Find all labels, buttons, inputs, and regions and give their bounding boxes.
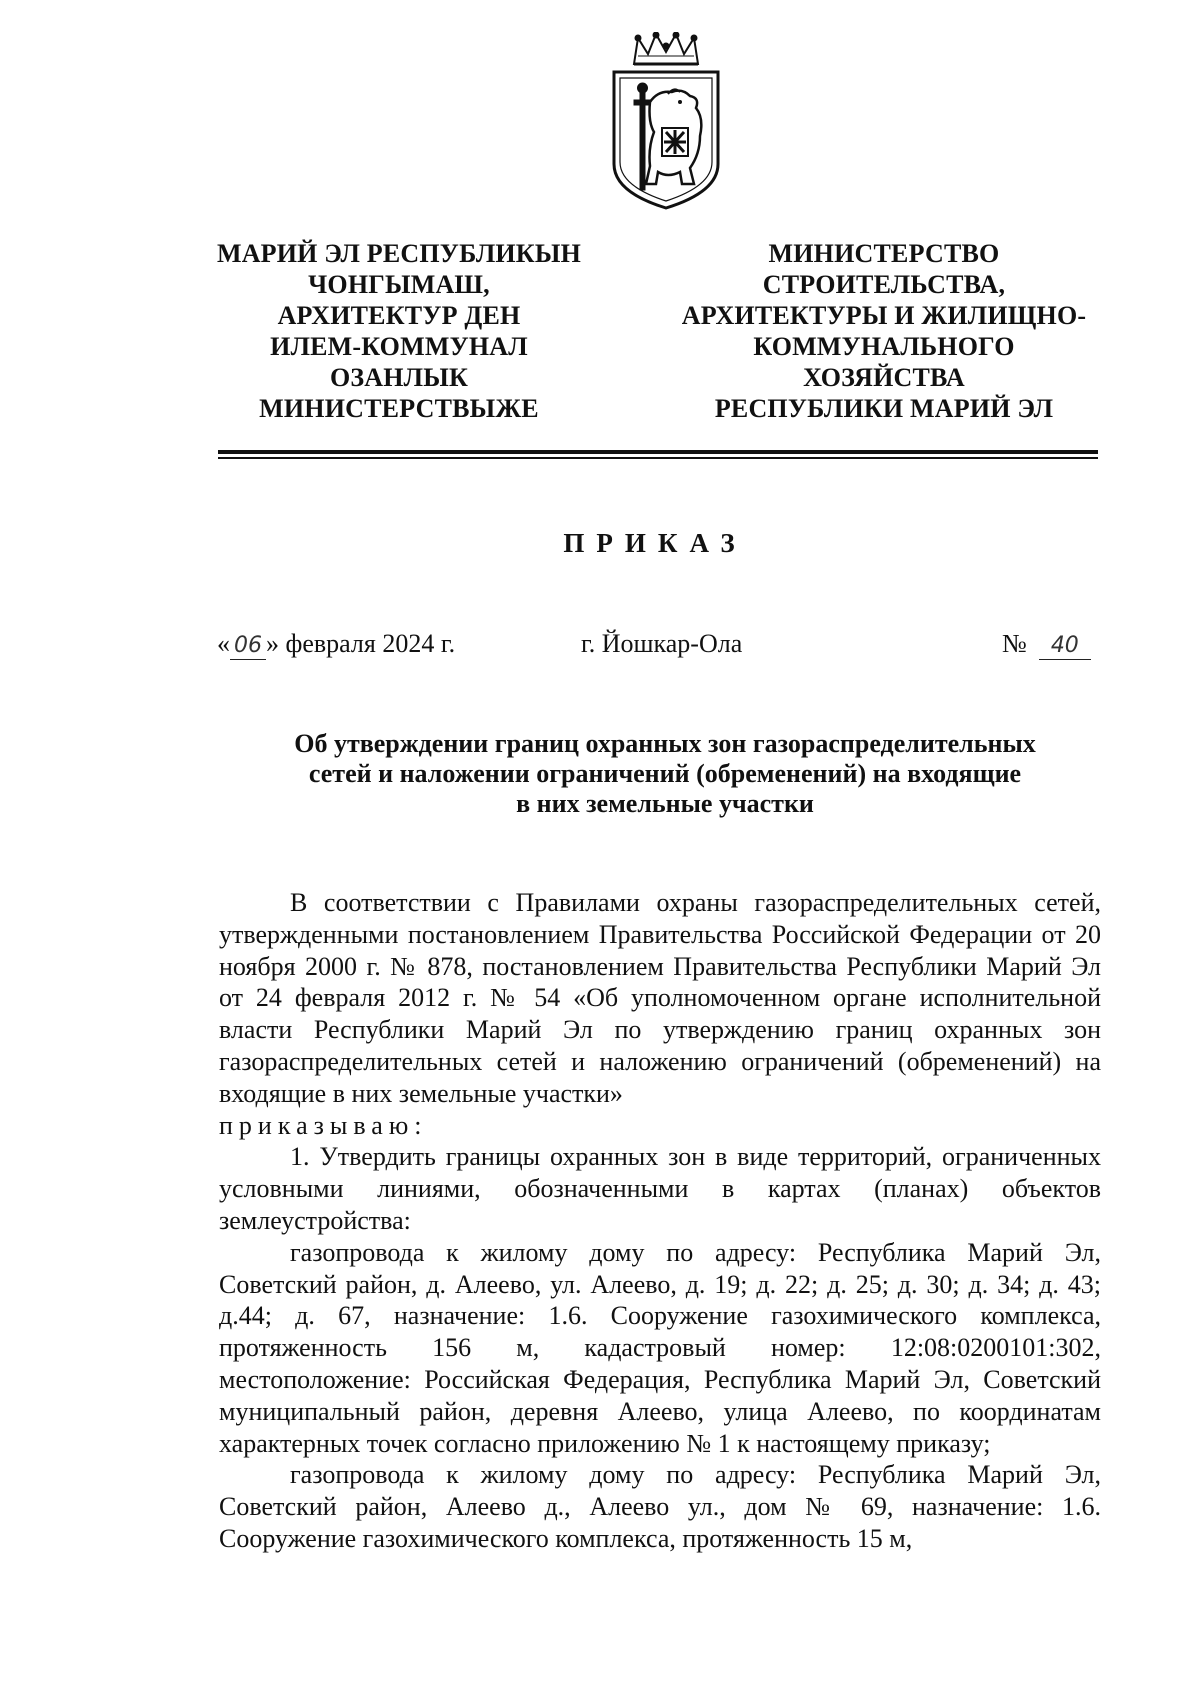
order-date xyxy=(217,628,455,660)
number-value-handwritten: 40 xyxy=(1039,633,1091,660)
header-left-line: ИЛЕМ-КОММУНАЛ xyxy=(270,332,528,361)
header-left-line: МИНИСТЕРСТВЫЖЕ xyxy=(259,394,539,423)
header-right-line: КОММУНАЛЬНОГО xyxy=(753,332,1015,361)
header-divider-thick xyxy=(218,450,1098,454)
header-right-line: ХОЗЯЙСТВА xyxy=(803,363,965,392)
subject-line: Об утверждении границ охранных зон газораспределительных xyxy=(294,729,1036,758)
header-right-line: РЕСПУБЛИКИ МАРИЙ ЭЛ xyxy=(714,394,1054,423)
header-divider-thin xyxy=(218,457,1098,459)
subject-line: сетей и наложении ограничений (обременений) на входящие xyxy=(308,759,1022,788)
coat-of-arms-emblem xyxy=(608,32,724,212)
header-mari-title xyxy=(214,238,584,424)
header-left-line: ЧОНГЫМАШ, xyxy=(308,270,490,299)
header-right-line: МИНИСТЕРСТВО xyxy=(768,239,1000,268)
body-paragraph-preamble: В соответствии с Правилами охраны газораспределительных сетей, утвержденными постановлением Правительства Российской Федерации от 20 ноября 2000 г. № 878, постановлением Правительства Республики Марий Эл от 24 февраля 2012 г. № 54 «Об уполномоченном органе исполнительной власти Республики Марий Эл по утверждению границ охранных зон газораспределительных сетей и наложению ограничений (обременений) на входящие в них земельные участки» xyxy=(219,888,1101,1108)
date-month-year: » февраля 2024 г. xyxy=(266,629,456,658)
subject-line: в них земельные участки xyxy=(516,789,814,818)
body-paragraph-gas-pipeline-1: газопровода к жилому дому по адресу: Республика Марий Эл, Советский район, д. Алеево, ул. Алеево, д. 19; д. 22; д. 25; д. 30; д. 34; д. 43; д.44; д. 67, назначение: 1.6. Сооружение газохимического комплекса, протяженность 156 м, кадастровый номер: 12:08:0200101:302, местоположение: Российская Федерация, Республика Марий Эл, Советский муниципальный район, деревня Алеево, улица Алеево, по координатам характерных точек согласно приложению № 1 к настоящему приказу; xyxy=(219,1237,1101,1458)
order-body xyxy=(219,887,1101,1555)
header-right-line: СТРОИТЕЛЬСТВА, xyxy=(762,270,1006,299)
header-left-line: ОЗАНЛЫК xyxy=(329,363,469,392)
order-subject xyxy=(230,729,1100,819)
header-left-line: АРХИТЕКТУР ДЕН xyxy=(277,301,521,330)
body-paragraph-item-1: 1. Утвердить границы охранных зон в виде территорий, ограниченных условными линиями, обозначенными в картах (планах) объектов землеустройства: xyxy=(219,1142,1101,1235)
body-paragraph-gas-pipeline-2: газопровода к жилому дому по адресу: Республика Марий Эл, Советский район, Алеево д., Алеево ул., дом № 69, назначение: 1.6. Сооружение газохимического комплекса, протяженность 15 м, xyxy=(219,1460,1101,1553)
date-day-handwritten: 06 xyxy=(230,633,266,660)
header-left-line: МАРИЙ ЭЛ РЕСПУБЛИКЫН xyxy=(216,239,582,268)
order-title: ПРИКАЗ xyxy=(563,528,747,558)
order-city: г. Йошкар-Ола xyxy=(581,629,743,658)
header-russian-title xyxy=(664,238,1104,424)
body-order-word: приказываю: xyxy=(219,1110,428,1140)
number-label: № xyxy=(1002,629,1027,658)
date-open-quote: « xyxy=(217,629,230,658)
header-right-line: АРХИТЕКТУРЫ И ЖИЛИЩНО- xyxy=(681,301,1087,330)
order-number xyxy=(1002,628,1091,660)
